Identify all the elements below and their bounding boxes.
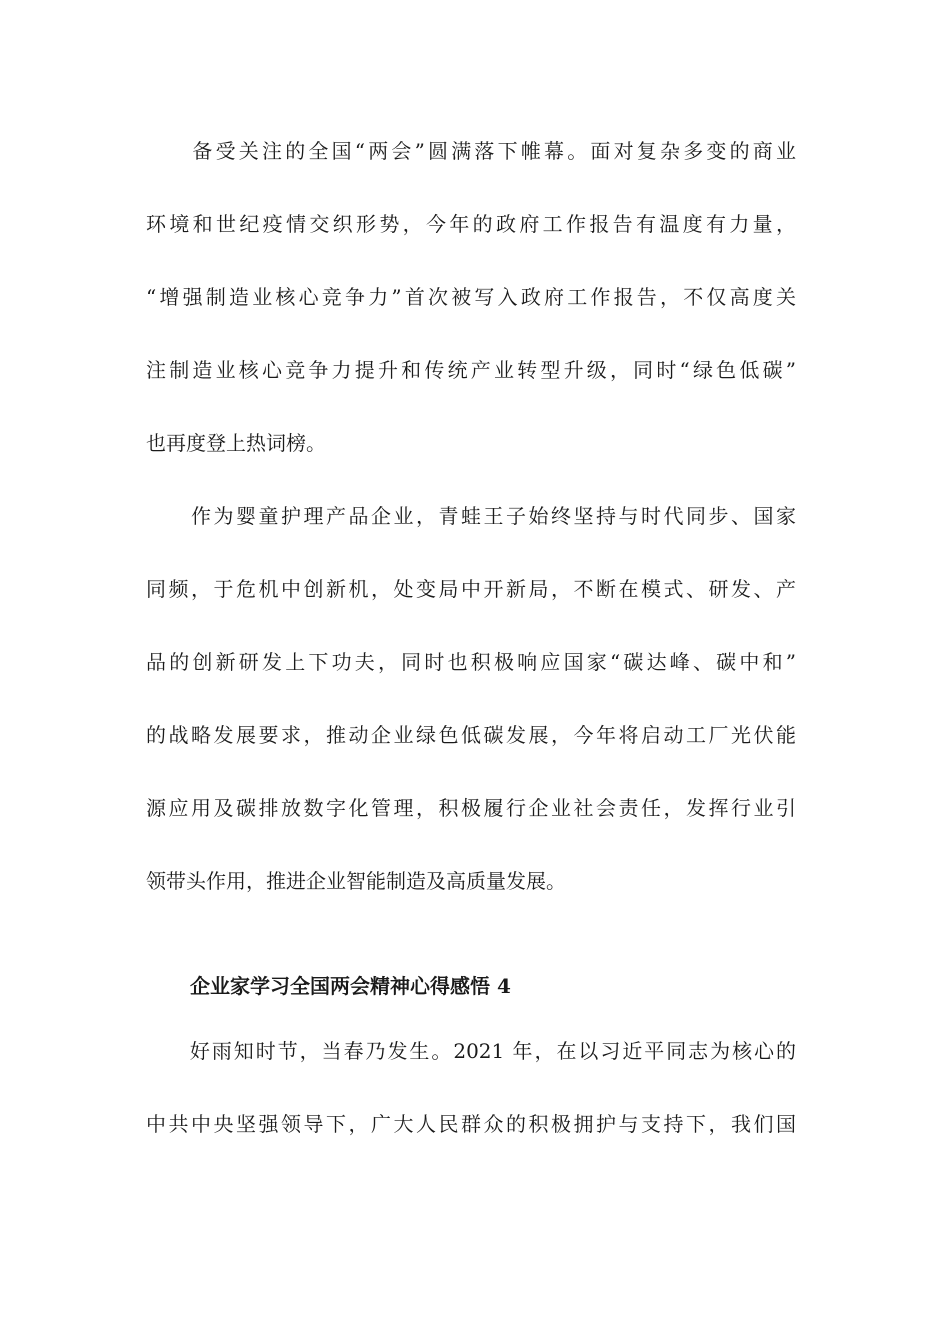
paragraph-line: “增强制造业核心竞争力”首次被写入政府工作报告，不仅高度关 (146, 285, 796, 309)
paragraph-line: 领带头作用，推进企业智能制造及高质量发展。 (146, 869, 566, 893)
paragraph-line: 好雨知时节，当春乃发生。2021 年，在以习近平同志为核心的 (146, 1039, 796, 1063)
paragraph-line: 也再度登上热词榜。 (146, 431, 326, 455)
paragraph-line: 源应用及碳排放数字化管理，积极履行企业社会责任，发挥行业引 (146, 796, 796, 820)
section-heading: 企业家学习全国两会精神心得感悟 4 (190, 974, 511, 998)
paragraph-line: 的战略发展要求，推动企业绿色低碳发展，今年将启动工厂光伏能 (146, 723, 796, 747)
paragraph-line: 同频，于危机中创新机，处变局中开新局，不断在模式、研发、产 (146, 577, 796, 601)
paragraph-line: 环境和世纪疫情交织形势，今年的政府工作报告有温度有力量， (146, 212, 796, 236)
paragraph-line: 品的创新研发上下功夫，同时也积极响应国家“碳达峰、碳中和” (146, 650, 796, 674)
paragraph-line: 中共中央坚强领导下，广大人民群众的积极拥护与支持下，我们国 (146, 1112, 796, 1136)
paragraph-line: 注制造业核心竞争力提升和传统产业转型升级，同时“绿色低碳” (146, 358, 796, 382)
paragraph-line: 作为婴童护理产品企业，青蛙王子始终坚持与时代同步、国家 (146, 504, 796, 528)
paragraph-line: 备受关注的全国“两会”圆满落下帷幕。面对复杂多变的商业 (146, 139, 796, 163)
